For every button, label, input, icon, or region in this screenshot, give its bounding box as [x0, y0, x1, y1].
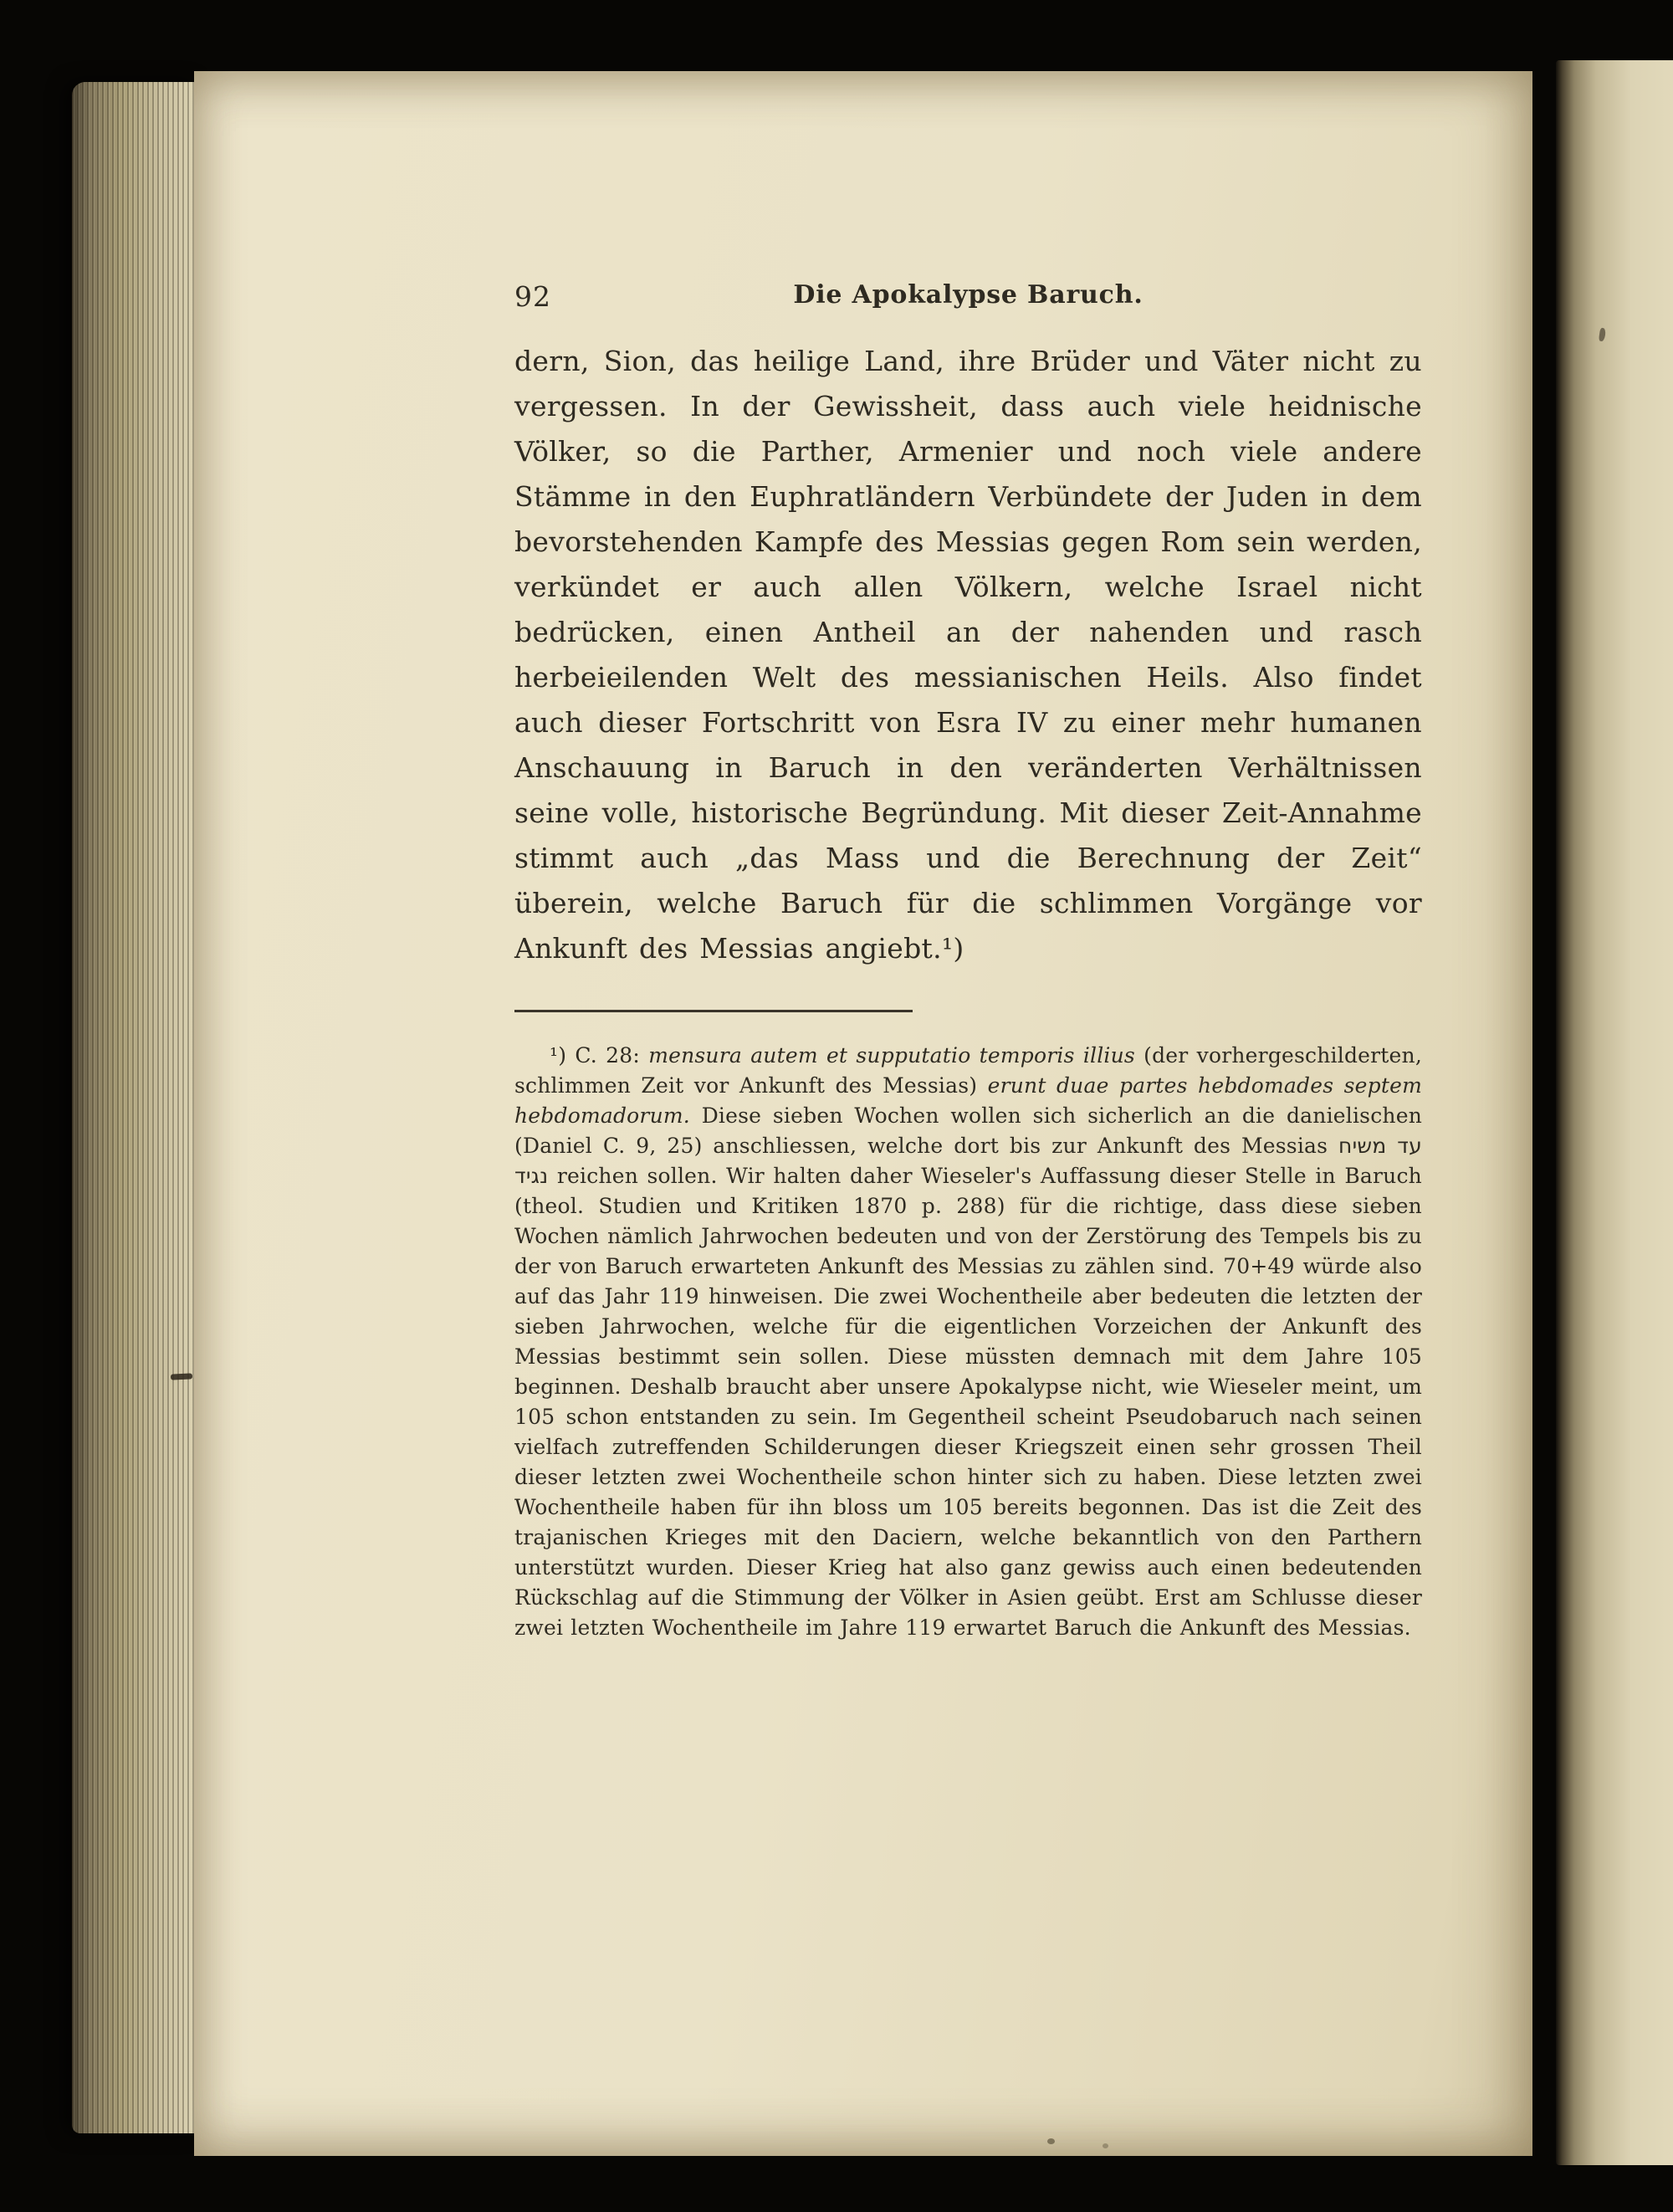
page-header — [514, 274, 1422, 317]
footnote-segment-roman: reichen sollen. Wir halten daher Wieseler's Auffassung dieser Stelle in Baruch (theol. Studien und Kritiken 1870 p. 288) für die richtige, dass diese sieben Wochen nämlich Jahrwochen bedeuten und von der Zerstörung des Tempels bis zu der von Baruch erwarteten Ankunft des Messias zu zählen sind. 70+49 würde also auf das Jahr 119 hinweisen. Die zwei Wochentheile aber bedeuten die letzten der sieben Jahrwochen, welche für die eigentlichen Vorzeichen der Ankunft des Messias bestimmt sein sollen. Diese müssten demnach mit dem Jahre 105 beginnen. Deshalb braucht aber unsere Apokalypse nicht, wie Wieseler meint, um 105 schon entstanden zu sein. Im Gegentheil scheint Pseudobaruch nach seinen vielfach zutreffenden Schilderungen dieser Kriegszeit einen sehr grossen Theil dieser letzten zwei Wochentheile schon hinter sich zu haben. Diese letzten zwei Wochentheile haben für ihn bloss um 105 bereits begonnen. Das ist die Zeit des trajanischen Krieges mit den Daciern, welche bekanntlich von den Parthern unterstützt wurden. Dieser Krieg hat also ganz gewiss auch einen bedeutenden Rückschlag auf die Stimmung der Völker in Asien geübt. Erst am Schlusse dieser zwei letzten Wochentheile im Jahre 119 erwartet Baruch die Ankunft des Messias. — [514, 1164, 1422, 1640]
footnote-segment-roman: (der vorhergeschilderten, schlimmen Zeit vor Ankunft des Messias) — [514, 1043, 1422, 1098]
footnote-separator — [514, 1010, 913, 1012]
book-page-edges — [72, 82, 197, 2133]
book-page — [194, 71, 1532, 2156]
footnote-segment-roman: Diese sieben Wochen wollen sich sicherlich an die danielischen (Daniel C. 9, 25) anschliessen, welche dort bis zur Ankunft des Messias — [514, 1103, 1422, 1158]
main-text: dern, Sion, das heilige Land, ihre Brüder und Väter nicht zu vergessen. In der Gewissheit, dass auch viele heidnische Völker, so die Parther, Armenier und noch viele andere Stämme in den Euphratländern Verbündete der Juden in dem bevorstehenden Kampfe des Messias gegen Rom sein werden, verkündet er auch allen Völkern, welche Israel nicht bedrücken, einen Antheil an der nahenden und rasch herbeieilenden Welt des messianischen Heils. Also findet auch dieser Fortschritt von Esra IV zu einer mehr humanen Anschauung in Baruch in den veränderten Verhältnissen seine volle, historische Begründung. Mit dieser Zeit-Annahme stimmt auch „das Mass und die Berechnung der Zeit“ überein, welche Baruch für die schlimmen Vorgänge vor Ankunft des Messias angiebt.¹) — [514, 345, 1422, 965]
footnote-text — [514, 1041, 1422, 1643]
footnote-segment-hebrew: עד משיח נגיד — [514, 1134, 1422, 1188]
running-title: Die Apokalypse Baruch. — [793, 280, 1143, 310]
adjacent-page-edge — [1556, 60, 1673, 2165]
footnote-segment-roman: ¹) C. 28: — [550, 1043, 649, 1068]
page-number: 92 — [514, 280, 551, 313]
scan-speck — [1047, 2138, 1055, 2144]
scan-speck — [1103, 2143, 1108, 2148]
footnote-segment-italic: mensura autem et supputatio temporis illius — [648, 1043, 1135, 1068]
scan-speck — [171, 1373, 192, 1380]
footnote-segment-italic: erunt duae partes hebdomades septem hebdomadorum. — [514, 1073, 1422, 1128]
